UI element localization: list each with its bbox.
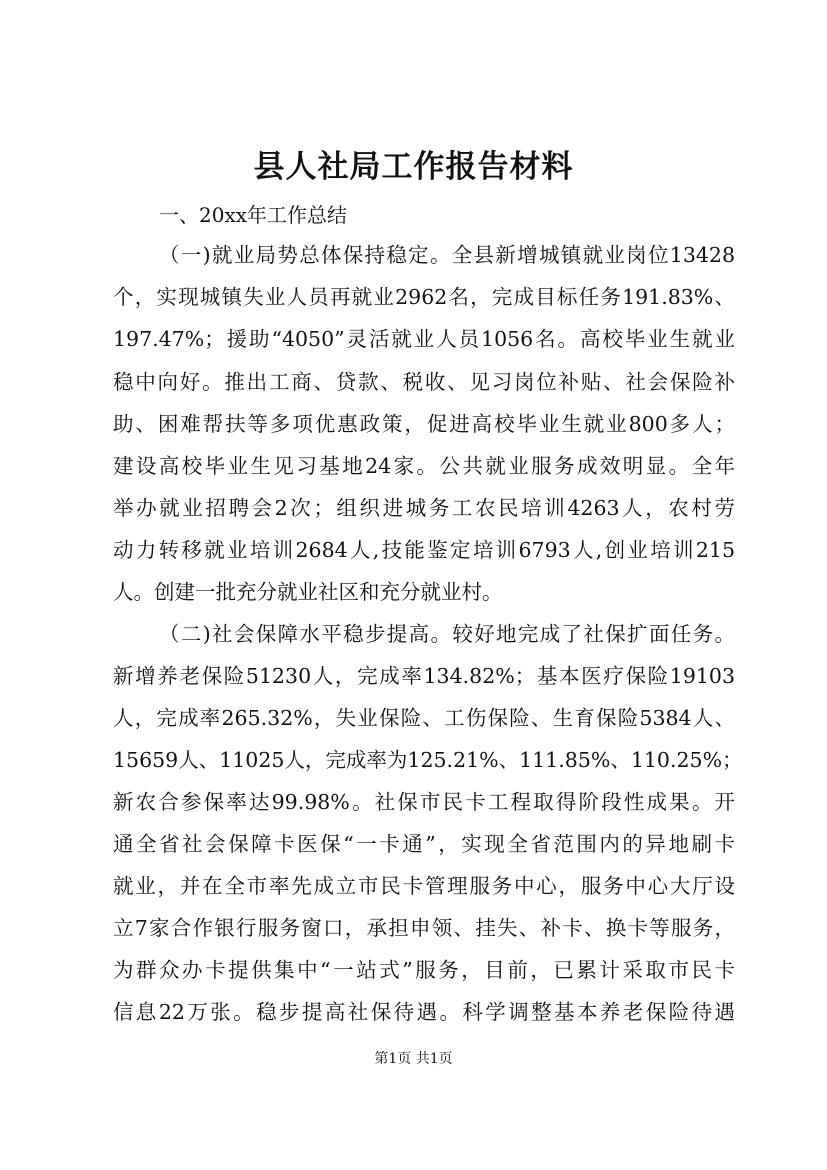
paragraph-line: 人。创建一批充分就业社区和充分就业村。 bbox=[113, 580, 503, 604]
page-footer: 第1页 共1页 bbox=[374, 1051, 453, 1067]
paragraph-line: 助、困难帮扶等多项优惠政策，促进高校毕业生就业800多人； bbox=[113, 412, 735, 436]
paragraph-line: 新增养老保险51230人，完成率134.82%；基本医疗保险19103 bbox=[113, 664, 735, 688]
paragraph-line: 个，实现城镇失业人员再就业2962名，完成目标任务191.83%、 bbox=[113, 285, 735, 309]
paragraph-line: 为群众办卡提供集中“一站式”服务，目前，已累计采取市民卡 bbox=[113, 958, 735, 982]
paragraph-line: 197.47%；援助“4050”灵活就业人员1056名。高校毕业生就业 bbox=[113, 327, 735, 351]
document-title: 县人社局工作报告材料 bbox=[253, 149, 574, 185]
paragraph-line: 15659人、11025人，完成率为125.21%、111.85%、110.25%； bbox=[113, 748, 743, 772]
paragraph-line: 新农合参保率达99.98%。社保市民卡工程取得阶段性成果。开 bbox=[113, 790, 735, 814]
paragraph-line: 就业，并在全市率先成立市民卡管理服务中心，服务中心大厅设 bbox=[113, 874, 735, 898]
section-heading: 一、20xx年工作总结 bbox=[159, 203, 348, 227]
paragraph-line: 举办就业招聘会2次；组织进城务工农民培训4263人，农村劳 bbox=[113, 496, 735, 520]
paragraph-line: 立7家合作银行服务窗口，承担申领、挂失、补卡、换卡等服务， bbox=[113, 916, 735, 940]
paragraph-line: （二)社会保障水平稳步提高。较好地完成了社保扩面任务。 bbox=[159, 622, 735, 646]
paragraph-line: 信息22万张。稳步提高社保待遇。科学调整基本养老保险待遇 bbox=[113, 1000, 735, 1024]
paragraph-line: 人，完成率265.32%，失业保险、工伤保险、生育保险5384人、 bbox=[113, 706, 735, 730]
paragraph-line: （一)就业局势总体保持稳定。全县新增城镇就业岗位13428 bbox=[159, 243, 735, 267]
paragraph-line: 建设高校毕业生见习基地24家。公共就业服务成效明显。全年 bbox=[113, 454, 735, 478]
paragraph-line: 动力转移就业培训2684人,技能鉴定培训6793人,创业培训215 bbox=[113, 538, 735, 562]
paragraph-line: 稳中向好。推出工商、贷款、税收、见习岗位补贴、社会保险补 bbox=[113, 370, 735, 394]
paragraph-line: 通全省社会保障卡医保“一卡通”，实现全省范围内的异地刷卡 bbox=[113, 832, 735, 856]
